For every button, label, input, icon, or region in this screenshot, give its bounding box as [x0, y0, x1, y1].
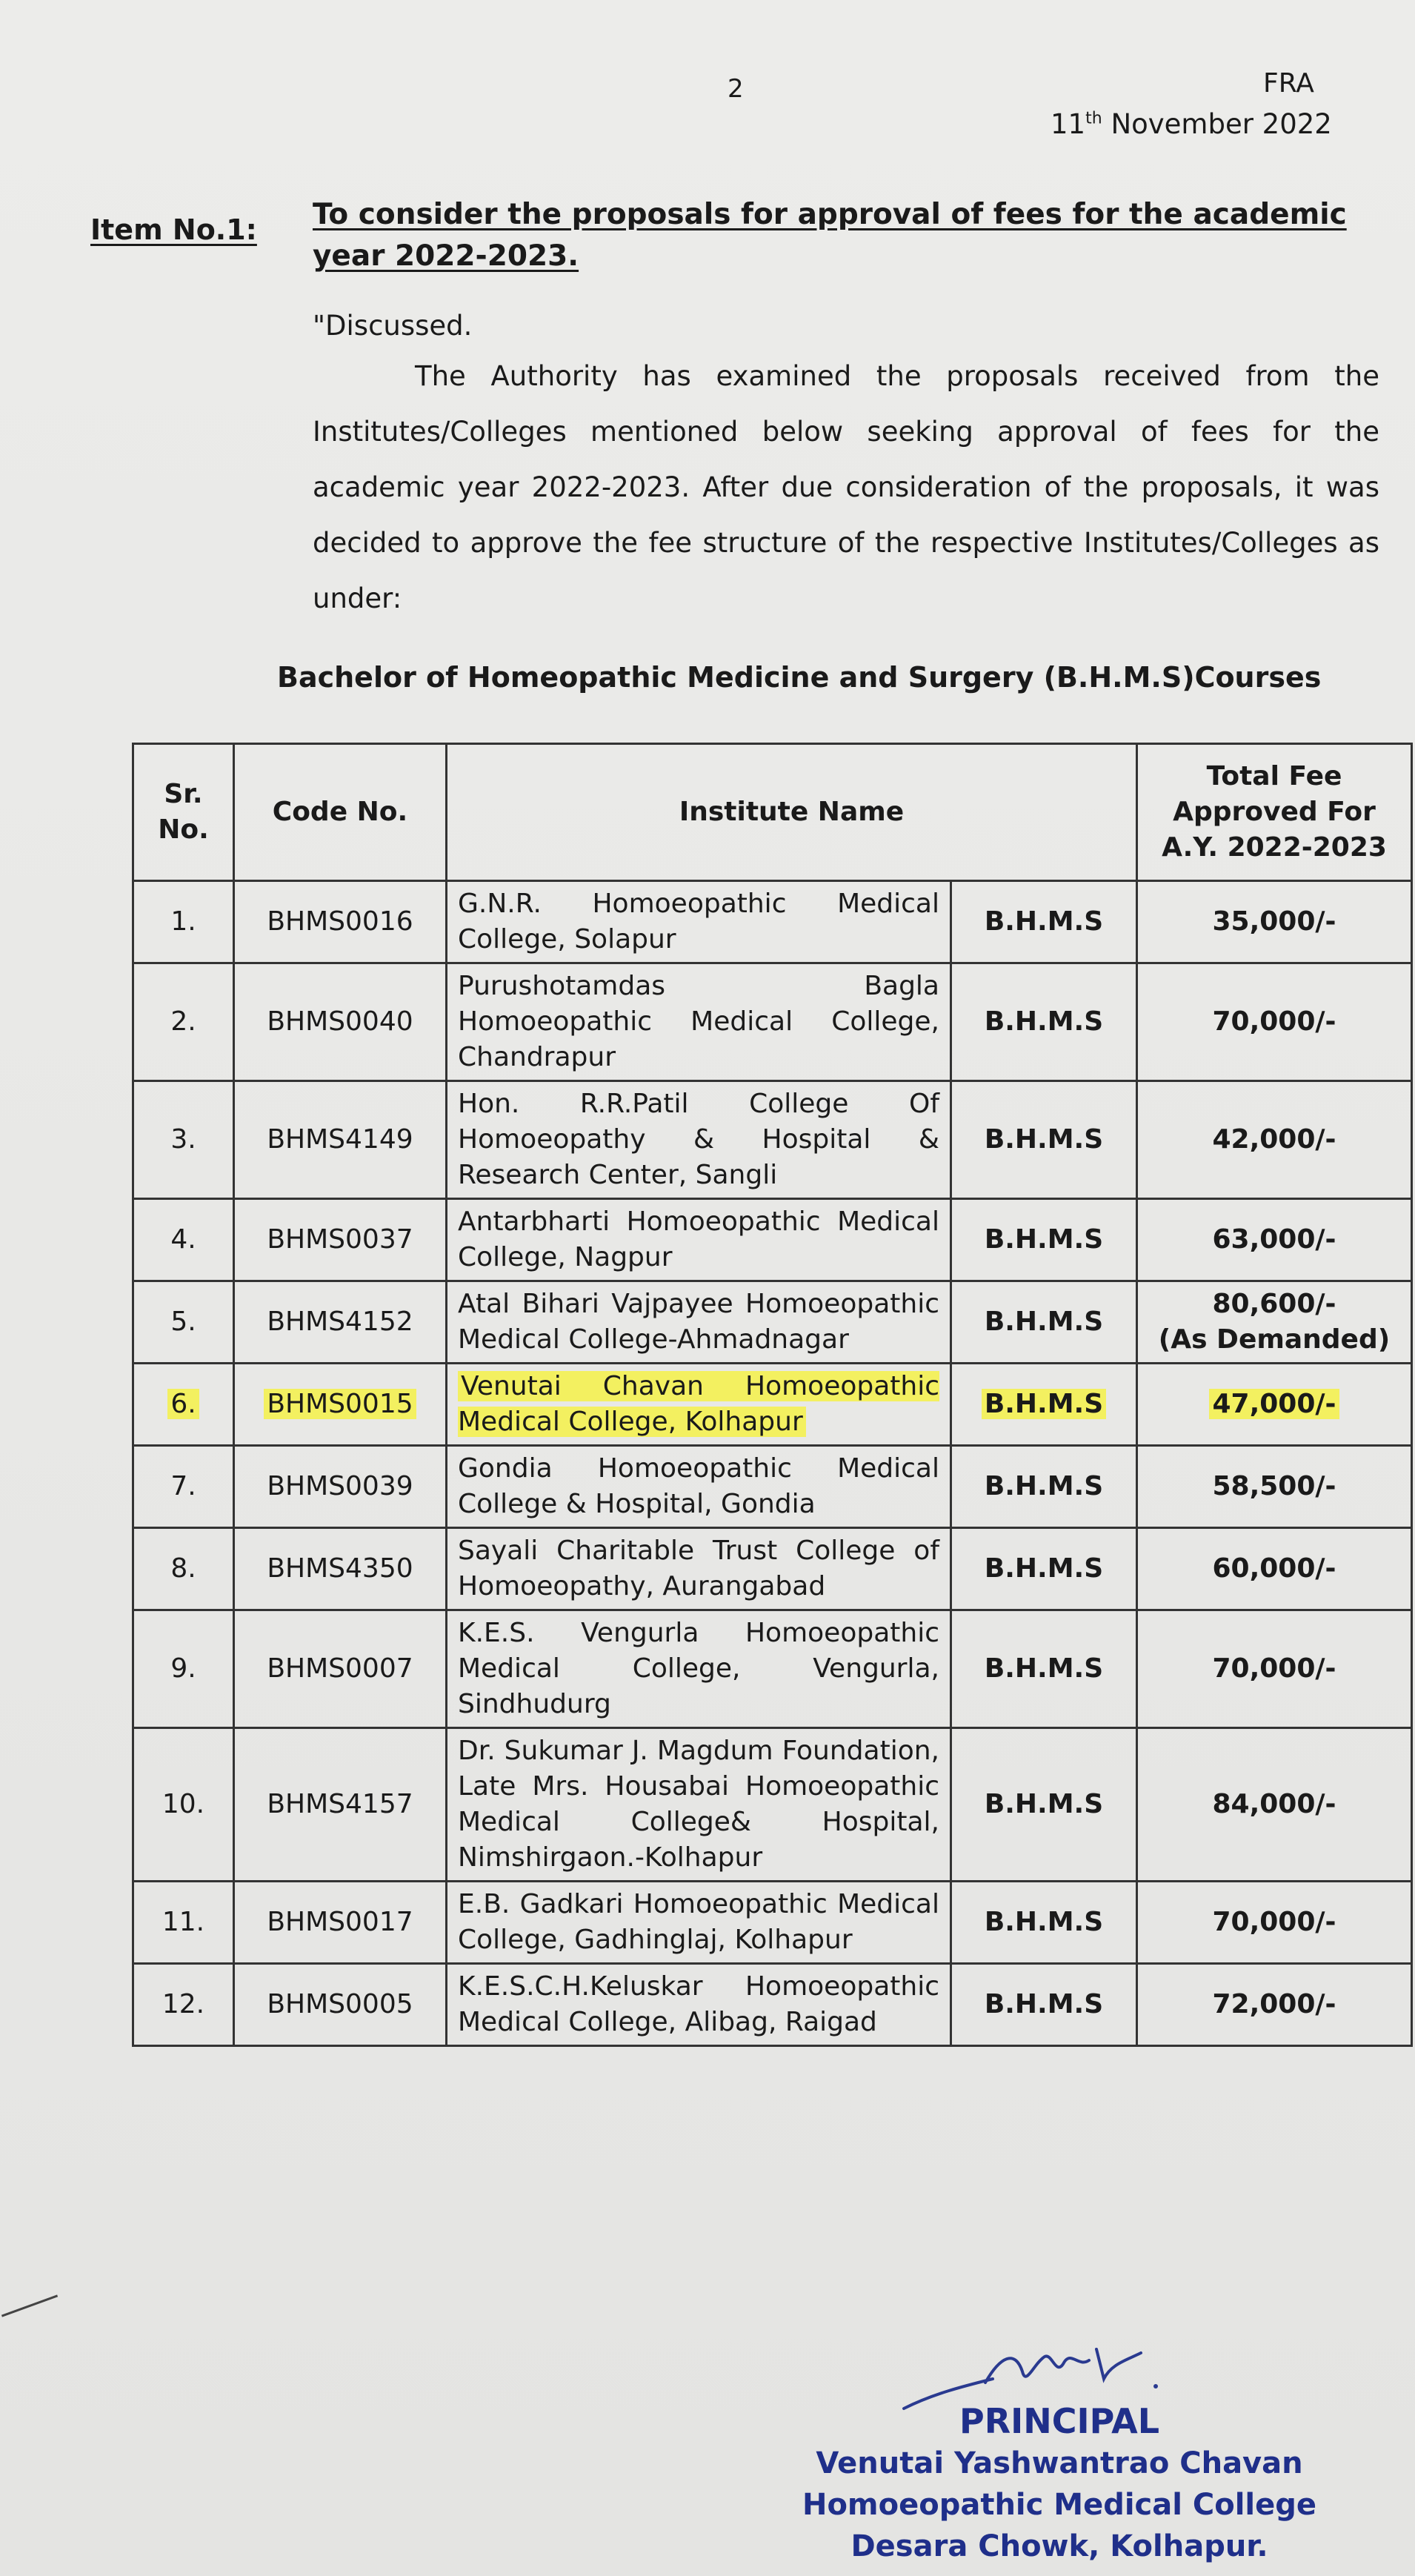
row-sr-cell [133, 1964, 234, 2046]
row-sr: 9. [170, 1653, 196, 1684]
row-sr: 2. [170, 1006, 196, 1037]
row-course-cell [951, 1610, 1137, 1728]
row-course: B.H.M.S [984, 1307, 1104, 1337]
row-institute: Gondia Homoeopathic Medical College & Hospital, Gondia [458, 1453, 939, 1519]
row-institute-cell [447, 1610, 951, 1728]
row-fee: 60,000/- [1212, 1553, 1336, 1584]
row-institute: Antarbharti Homoeopathic Medical College, Nagpur [458, 1206, 939, 1272]
row-institute-cell [447, 1882, 951, 1964]
row-sr-cell [133, 1281, 234, 1364]
stamp-line-2: Homoeopathic Medical College [802, 2488, 1317, 2522]
row-code-cell [234, 1364, 447, 1446]
row-fee: 63,000/- [1212, 1224, 1336, 1255]
margin-mark [1, 2294, 58, 2317]
reference-code: FRA [1263, 68, 1314, 99]
row-institute-cell [447, 1964, 951, 2046]
row-course-cell [951, 1728, 1137, 1882]
date-suffix: th [1085, 109, 1102, 128]
table-header-row [133, 744, 1412, 881]
row-code-cell [234, 1964, 447, 2046]
row-fee-cell [1137, 1728, 1412, 1882]
header-sr: Sr. No. [133, 744, 234, 881]
row-institute: E.B. Gadkari Homoeopathic Medical College, Gadhinglaj, Kolhapur [458, 1889, 939, 1955]
row-institute: Dr. Sukumar J. Magdum Foundation, Late Mrs. Housabai Homoeopathic Medical College& Hospital, Nimshirgaon.-Kolhapur [458, 1736, 939, 1873]
table-row [133, 963, 1412, 1081]
row-sr: 5. [170, 1307, 196, 1337]
row-sr-cell [133, 1081, 234, 1199]
header-code: Code No. [234, 744, 447, 881]
row-code: BHMS0016 [267, 906, 413, 937]
table-row [133, 1610, 1412, 1728]
row-fee-cell [1137, 1281, 1412, 1364]
row-institute-cell [447, 1528, 951, 1610]
row-sr-cell [133, 963, 234, 1081]
row-course-cell [951, 1528, 1137, 1610]
row-institute-cell [447, 1081, 951, 1199]
table-row [133, 881, 1412, 963]
meeting-date [1051, 108, 1332, 140]
row-fee-cell [1137, 1364, 1412, 1446]
row-fee: 70,000/- [1212, 1907, 1336, 1937]
row-fee-cell [1137, 1610, 1412, 1728]
row-code: BHMS0040 [267, 1006, 413, 1037]
row-code: BHMS4149 [267, 1124, 413, 1155]
row-fee-cell [1137, 963, 1412, 1081]
row-course: B.H.M.S [984, 1124, 1104, 1155]
row-code-cell [234, 1882, 447, 1964]
discussed-text: "Discussed. [313, 310, 473, 342]
date-rest: November 2022 [1111, 108, 1332, 140]
row-code: BHMS4350 [267, 1553, 413, 1584]
row-institute: K.E.S. Vengurla Homoeopathic Medical College, Vengurla, Sindhudurg [458, 1618, 939, 1719]
row-institute-cell [447, 1446, 951, 1528]
row-course: B.H.M.S [984, 1653, 1104, 1684]
header-fee: Total Fee Approved For A.Y. 2022-2023 [1137, 744, 1412, 881]
row-fee: 70,000/- [1212, 1006, 1336, 1037]
row-fee: 42,000/- [1212, 1124, 1336, 1155]
table-heading: Bachelor of Homeopathic Medicine and Surgery (B.H.M.S)Courses [277, 661, 1322, 694]
table-row [133, 1364, 1412, 1446]
row-course: B.H.M.S [982, 1389, 1106, 1419]
row-code: BHMS4157 [267, 1789, 413, 1819]
row-fee-cell [1137, 1081, 1412, 1199]
stamp-title: PRINCIPAL [959, 2401, 1160, 2441]
row-institute: K.E.S.C.H.Keluskar Homoeopathic Medical College, Alibag, Raigad [458, 1971, 939, 2037]
item-title: To consider the proposals for approval of fees for the academic year 2022-2023. [313, 198, 1347, 273]
table-row [133, 1528, 1412, 1610]
row-code-cell [234, 1528, 447, 1610]
row-sr: 12. [162, 1989, 205, 2019]
row-code: BHMS0039 [267, 1471, 413, 1501]
row-course-cell [951, 1964, 1137, 2046]
row-institute: Hon. R.R.Patil College Of Homoeopathy & Hospital & Research Center, Sangli [458, 1089, 939, 1190]
row-code: BHMS0015 [264, 1389, 416, 1419]
row-code-cell [234, 963, 447, 1081]
row-course-cell [951, 1281, 1137, 1364]
row-course-cell [951, 963, 1137, 1081]
row-sr: 11. [162, 1907, 205, 1937]
row-fee: 70,000/- [1212, 1653, 1336, 1684]
row-fee: 72,000/- [1212, 1989, 1336, 2019]
row-institute: G.N.R. Homoeopathic Medical College, Solapur [458, 889, 939, 955]
header-institute: Institute Name [447, 744, 1137, 881]
row-institute-cell [447, 1281, 951, 1364]
row-fee-note: (As Demanded) [1158, 1324, 1391, 1355]
body-paragraph: The Authority has examined the proposals received from the Institutes/Colleges mentioned below seeking approval of fees for the academic year 2022-2023. After due consideration of the proposals, it was decided to approve the fee structure of the respective Institutes/Colleges as under: [313, 360, 1379, 614]
row-course: B.H.M.S [984, 1789, 1104, 1819]
date-day: 11 [1051, 108, 1086, 140]
row-sr-cell [133, 1728, 234, 1882]
row-code: BHMS0007 [267, 1653, 413, 1684]
row-sr-cell [133, 1446, 234, 1528]
row-fee: 84,000/- [1212, 1789, 1336, 1819]
row-sr: 6. [167, 1389, 199, 1419]
row-fee: 35,000/- [1212, 906, 1336, 937]
row-course-cell [951, 1446, 1137, 1528]
row-fee-cell [1137, 1199, 1412, 1281]
stamp-line-3: Desara Chowk, Kolhapur. [850, 2529, 1268, 2563]
row-fee: 80,600/- [1212, 1289, 1336, 1319]
row-sr-cell [133, 1364, 234, 1446]
row-institute: Sayali Charitable Trust College of Homoeopathy, Aurangabad [458, 1536, 939, 1601]
principal-stamp [763, 2400, 1356, 2567]
row-sr: 8. [170, 1553, 196, 1584]
row-fee: 47,000/- [1209, 1389, 1339, 1419]
row-sr-cell [133, 1882, 234, 1964]
row-fee: 58,500/- [1212, 1471, 1336, 1501]
row-sr: 10. [162, 1789, 205, 1819]
row-fee-cell [1137, 1446, 1412, 1528]
row-course-cell [951, 1081, 1137, 1199]
row-institute: Atal Bihari Vajpayee Homoeopathic Medical College-Ahmadnagar [458, 1289, 939, 1355]
row-sr-cell [133, 881, 234, 963]
row-course: B.H.M.S [984, 1471, 1104, 1501]
row-institute-cell [447, 881, 951, 963]
row-sr-cell [133, 1610, 234, 1728]
row-code-cell [234, 1446, 447, 1528]
table-row [133, 1964, 1412, 2046]
row-course: B.H.M.S [984, 906, 1104, 937]
row-code-cell [234, 1081, 447, 1199]
stamp-line-1: Venutai Yashwantrao Chavan [816, 2446, 1303, 2480]
row-sr: 7. [170, 1471, 196, 1501]
row-course-cell [951, 1882, 1137, 1964]
row-course: B.H.M.S [984, 1006, 1104, 1037]
table-body [133, 881, 1412, 2046]
row-institute-cell [447, 1199, 951, 1281]
row-code-cell [234, 1610, 447, 1728]
row-sr-cell [133, 1528, 234, 1610]
row-sr-cell [133, 1199, 234, 1281]
row-course-cell [951, 1199, 1137, 1281]
page-number: 2 [728, 74, 744, 104]
table-row [133, 1081, 1412, 1199]
row-sr: 4. [170, 1224, 196, 1255]
row-institute: Venutai Chavan Homoeopathic Medical College, Kolhapur [458, 1371, 939, 1437]
table-row [133, 1446, 1412, 1528]
row-fee-cell [1137, 1528, 1412, 1610]
item-label: Item No.1: [90, 213, 257, 246]
row-institute-cell [447, 1364, 951, 1446]
row-fee-cell [1137, 881, 1412, 963]
table-row [133, 1728, 1412, 1882]
row-fee-cell [1137, 1964, 1412, 2046]
table-row [133, 1882, 1412, 1964]
row-code: BHMS0005 [267, 1989, 413, 2019]
row-course-cell [951, 881, 1137, 963]
row-code-cell [234, 1281, 447, 1364]
row-institute: Purushotamdas Bagla Homoeopathic Medical College, Chandrapur [458, 971, 939, 1072]
row-code: BHMS4152 [267, 1307, 413, 1337]
row-course: B.H.M.S [984, 1224, 1104, 1255]
row-course: B.H.M.S [984, 1989, 1104, 2019]
row-code-cell [234, 1199, 447, 1281]
row-code: BHMS0017 [267, 1907, 413, 1937]
row-institute-cell [447, 1728, 951, 1882]
row-sr: 1. [170, 906, 196, 937]
table-row [133, 1199, 1412, 1281]
row-course: B.H.M.S [984, 1907, 1104, 1937]
fee-table [132, 743, 1413, 2047]
row-code-cell [234, 881, 447, 963]
table-row [133, 1281, 1412, 1364]
row-institute-cell [447, 963, 951, 1081]
row-course: B.H.M.S [984, 1553, 1104, 1584]
row-sr: 3. [170, 1124, 196, 1155]
row-fee-cell [1137, 1882, 1412, 1964]
row-code-cell [234, 1728, 447, 1882]
row-course-cell [951, 1364, 1137, 1446]
row-code: BHMS0037 [267, 1224, 413, 1255]
